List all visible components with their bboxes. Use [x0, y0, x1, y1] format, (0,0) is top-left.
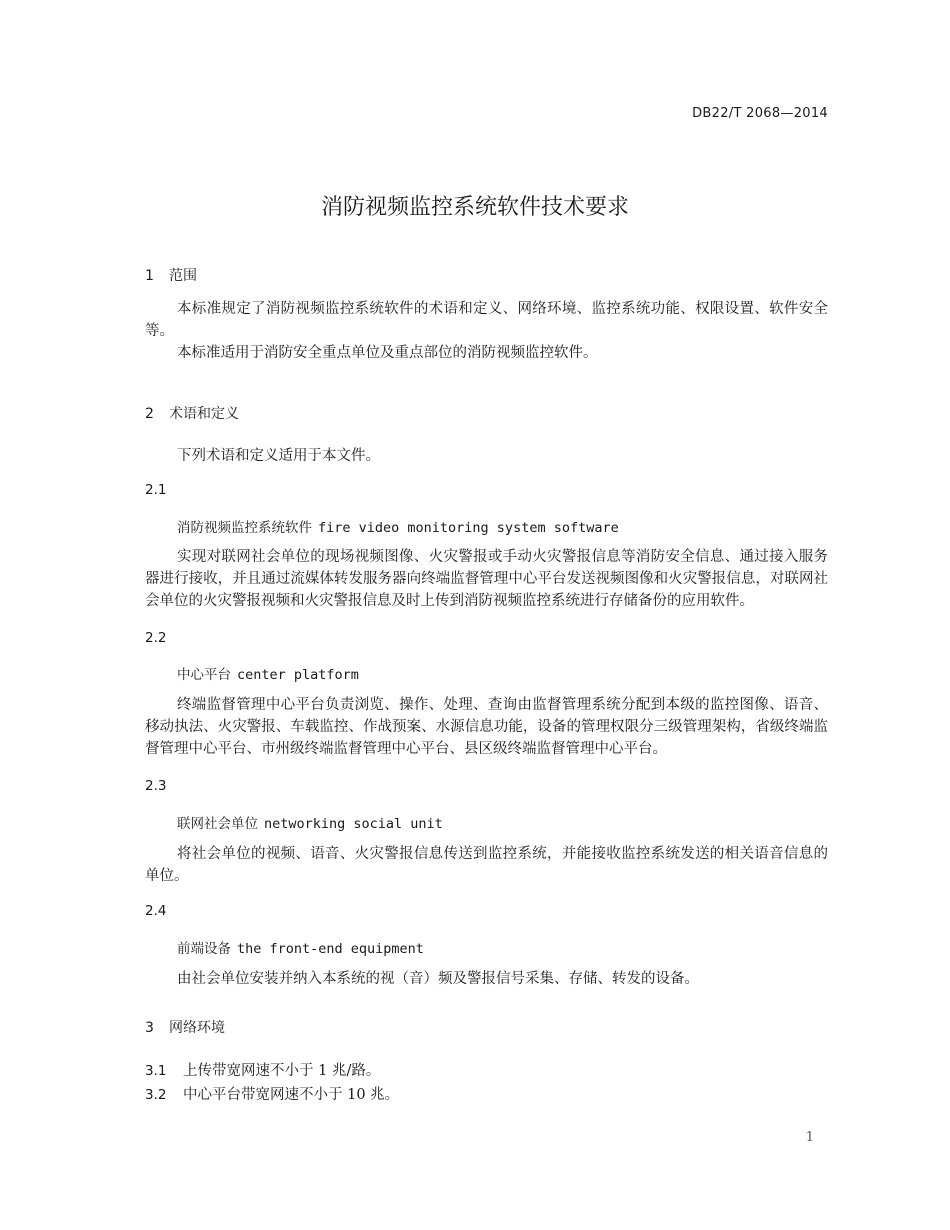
term-2-4-title [177, 937, 424, 957]
term-2-4-definition: 由社会单位安装并纳入本系统的视（音）频及警报信号采集、存储、转发的设备。 [177, 971, 699, 987]
term-zh: 前端设备 [177, 941, 231, 957]
term-en: center platform [237, 667, 359, 683]
section-1-paragraph-1: 本标准规定了消防视频监控系统软件的术语和定义、网络环境、监控系统功能、权限设置、软件安全等。 [145, 301, 828, 339]
section-number: 3 [145, 1020, 154, 1036]
section-title: 术语和定义 [169, 406, 239, 422]
page-number: 1 [805, 1130, 814, 1145]
term-2-1-number: 2.1 [145, 482, 167, 498]
item-text: 中心平台带宽网速不小于 10 兆。 [183, 1087, 400, 1103]
section-title: 网络环境 [169, 1020, 225, 1036]
term-2-3-title [177, 812, 443, 832]
term-zh: 消防视频监控系统软件 [177, 520, 312, 536]
section-3-heading [145, 1017, 225, 1037]
term-2-4-number: 2.4 [145, 903, 167, 919]
section-1-heading [145, 265, 197, 285]
item-number: 3.2 [145, 1087, 167, 1103]
item-text: 上传带宽网速不小于 1 兆/路。 [183, 1063, 381, 1079]
section-2-heading [145, 403, 239, 423]
term-2-2-number: 2.2 [145, 630, 167, 646]
section-3-item-2 [145, 1083, 399, 1104]
term-2-2-title [177, 663, 359, 683]
term-2-1-definition: 实现对联网社会单位的现场视频图像、火灾警报或手动火灾警报信息等消防安全信息、通过接入服务器进行接收，并且通过流媒体转发服务器向终端监督管理中心平台发送视频图像和火灾警报信息，对联网社会单位的火灾警报视频和火灾警报信息及时上传到消防视频监控系统进行存储备份的应用软件。 [145, 549, 828, 609]
section-3-item-1 [145, 1059, 380, 1080]
section-title: 范围 [169, 268, 197, 284]
standard-number: DB22/T 2068—2014 [692, 106, 828, 121]
term-en: fire video monitoring system software [318, 520, 619, 536]
section-number: 2 [145, 406, 154, 422]
section-2-intro: 下列术语和定义适用于本文件。 [177, 448, 380, 464]
section-number: 1 [145, 268, 154, 284]
section-1-paragraph-2: 本标准适用于消防安全重点单位及重点部位的消防视频监控软件。 [177, 345, 598, 361]
term-2-1-title [177, 516, 619, 536]
item-number: 3.1 [145, 1063, 167, 1079]
term-2-3-definition: 将社会单位的视频、语音、火灾警报信息传送到监控系统，并能接收监控系统发送的相关语音信息的单位。 [145, 846, 828, 884]
term-2-3-number: 2.3 [145, 778, 167, 794]
document-title: 消防视频监控系统软件技术要求 [320, 195, 629, 220]
term-zh: 中心平台 [177, 667, 231, 683]
term-en: networking social unit [264, 816, 443, 832]
term-2-2-definition: 终端监督管理中心平台负责浏览、操作、处理、查询由监督管理系统分配到本级的监控图像、语音、移动执法、火灾警报、车载监控、作战预案、水源信息功能，设备的管理权限分三级管理架构，省级终端监督管理中心平台、市州级终端监督管理中心平台、县区级终端监督管理中心平台。 [145, 697, 828, 757]
term-zh: 联网社会单位 [177, 816, 258, 832]
term-en: the front-end equipment [237, 941, 424, 957]
